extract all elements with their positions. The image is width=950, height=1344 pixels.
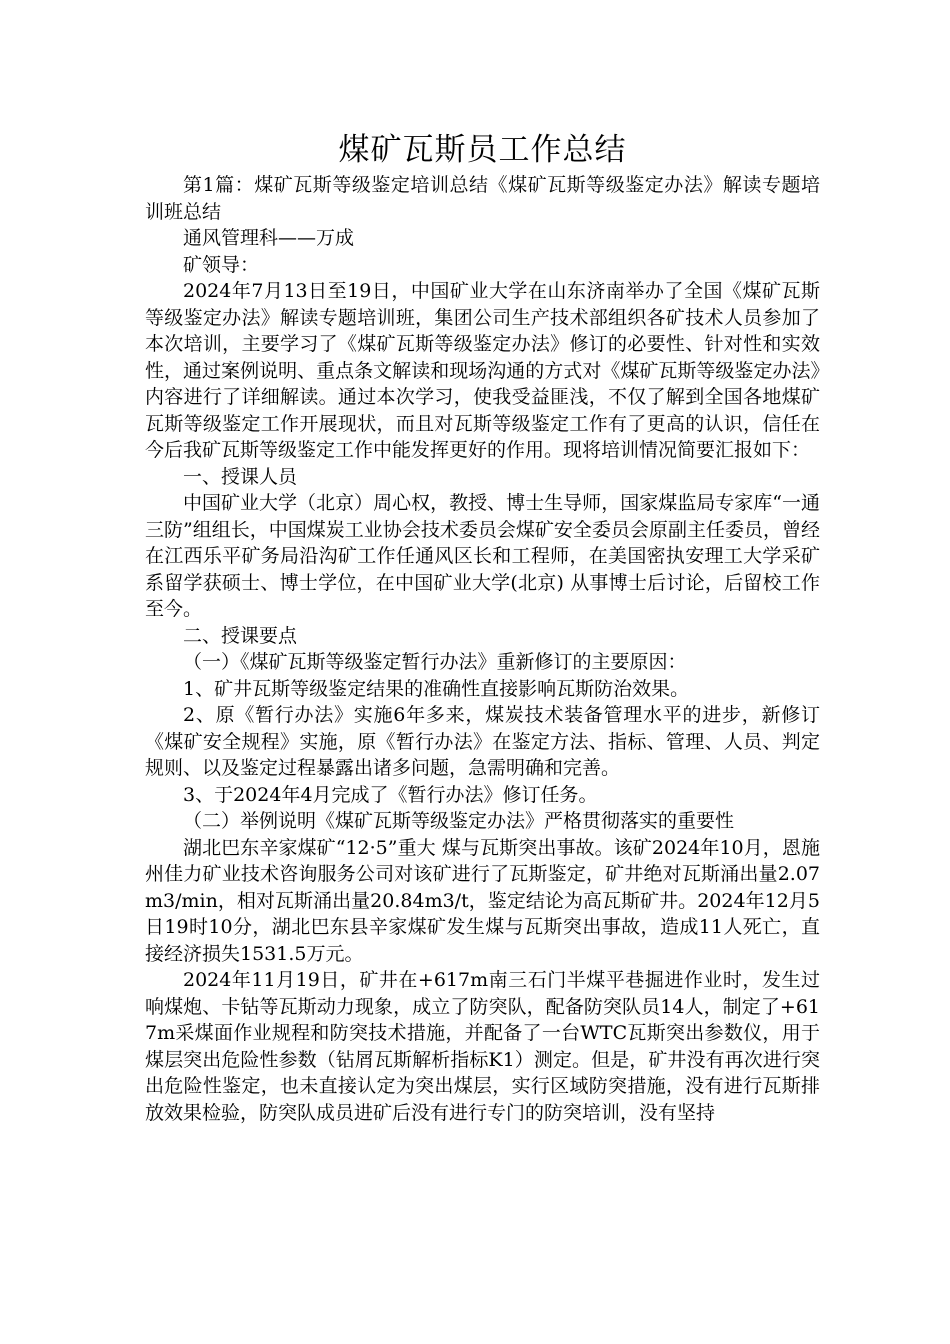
document-page [145, 128, 820, 1126]
paragraph-example-accident: 湖北巴东辛家煤矿“12·5”重大 煤与瓦斯突出事故。该矿2024年10月，恩施州佳力矿业技术咨询服务公司对该矿进行了瓦斯鉴定，矿井绝对瓦斯涌出量2.07m3/min，相对瓦斯涌出量20.84m3/t，鉴定结论为高瓦斯矿井。2024年12月5日19时10分，湖北巴东县辛家煤矿发生煤与瓦斯突出事故，造成11人死亡，直接经济损失1531.5万元。 [145, 836, 820, 965]
section-heading-instructor: 一、授课人员 [183, 465, 298, 488]
paragraph-author: 通风管理科——万成 [183, 227, 355, 249]
paragraph-example-details: 2024年11月19日，矿井在+617m南三石门半煤平巷掘进作业时，发生过响煤炮、卡钻等瓦斯动力现象，成立了防突队，配备防突队员14人，制定了+617m采煤面作业规程和防突技术措施，并配备了一台WTC瓦斯突出参数仪，用于煤层突出危险性参数（钻屑瓦斯解析指标K1）测定。但是，矿井没有再次进行突出危险性鉴定，也未直接认定为突出煤层，实行区域防突措施，没有进行瓦斯排放效果检验，防突队成员进矿后没有进行专门的防突培训，没有坚持 [145, 969, 820, 1124]
list-item-reason-1: 1、矿井瓦斯等级鉴定结果的准确性直接影响瓦斯防治效果。 [183, 677, 690, 700]
paragraph-salutation: 矿领导： [183, 253, 260, 276]
subsection-heading-examples: （二）举例说明《煤矿瓦斯等级鉴定办法》严格贯彻落实的重要性 [183, 810, 735, 832]
paragraph-instructor: 中国矿业大学（北京）周心权，教授、博士生导师，国家煤监局专家库“一通三防”组组长，中国煤炭工业协会技术委员会煤矿安全委员会原副主任委员，曾经在江西乐平矿务局沿沟矿工作任通风区长和工程师，在美国密执安理工大学采矿系留学获硕士、博士学位，在中国矿业大学(北京) 从事博士后讨论，后留校工作至今。 [145, 492, 820, 620]
document-title: 煤矿瓦斯员工作总结 [338, 132, 627, 168]
list-item-reason-2: 2、原《暂行办法》实施6年多来，煤炭技术装备管理水平的进步，新修订《煤矿安全规程》实施，原《暂行办法》在鉴定方法、指标、管理、人员、判定规则、以及鉴定过程暴露出诸多问题，急需明确和完善。 [145, 704, 820, 779]
paragraph-intro: 2024年7月13日至19日，中国矿业大学在山东济南举办了全国《煤矿瓦斯等级鉴定办法》解读专题培训班，集团公司生产技术部组织各矿技术人员参加了本次培训，主要学习了《煤矿瓦斯等级鉴定办法》修订的必要性、针对性和实效性，通过案例说明、重点条文解读和现场沟通的方式对《煤矿瓦斯等级鉴定办法》内容进行了详细解读。通过本次学习，使我受益匪浅，不仅了解到全国各地煤矿瓦斯等级鉴定工作开展现状，而且对瓦斯等级鉴定工作有了更高的认识，信任在今后我矿瓦斯等级鉴定工作中能发挥更好的作用。现将培训情况简要汇报如下： [145, 280, 820, 461]
section-heading-key-points: 二、授课要点 [183, 624, 298, 647]
paragraph-chapter-heading: 第1篇：煤矿瓦斯等级鉴定培训总结《煤矿瓦斯等级鉴定办法》解读专题培训班总结 [145, 174, 820, 223]
list-item-reason-3: 3、于2024年4月完成了《暂行办法》修订任务。 [183, 783, 598, 806]
subsection-heading-reasons: （一）《煤矿瓦斯等级鉴定暂行办法》重新修订的主要原因： [183, 651, 687, 673]
